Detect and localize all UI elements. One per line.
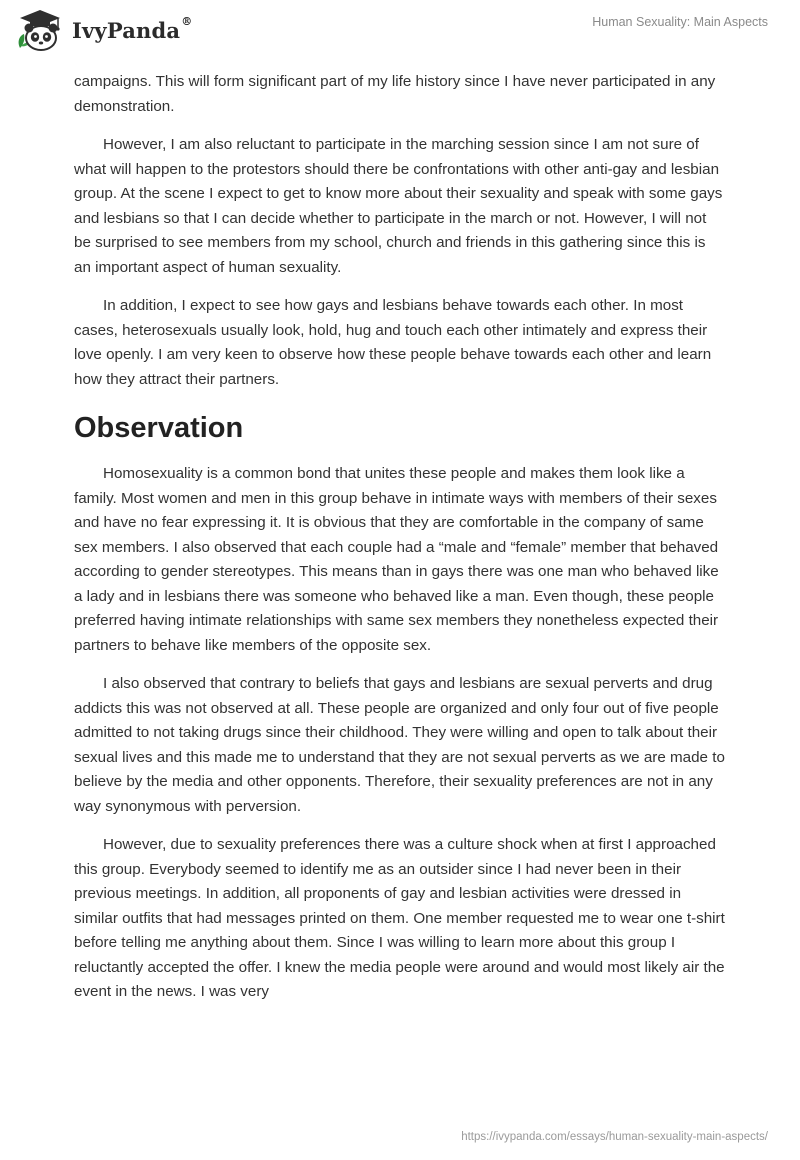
paragraph: However, due to sexuality preferences there was a culture shock when at first I approached this group. Everybody seemed to identify me as an outsider since I had never been in their previous meetings. In addition, all proponents of gay and lesbian activities were dressed in similar outfits that had messages printed on them. One member requested me to wear one t-shirt before telling me anything about them. Since I was willing to learn more about this group I reluctantly accepted the offer. I knew the media people were around and would most likely air the event in the news. I was very xyxy=(74,836,725,1000)
paragraph: In addition, I expect to see how gays and lesbians behave towards each other. In most cases, heterosexuals usually look, hold, hug and touch each other intimately and express their love openly. I am very keen to observe how these people behave towards each other and learn how they attract their partners. xyxy=(74,297,712,388)
logo-wordmark xyxy=(72,14,193,43)
paragraph: I also observed that contrary to beliefs that gays and lesbians are sexual perverts and drug addicts this was not observed at all. These people are organized and only four out of five people admitted to not taking drugs since their childhood. They were willing and open to talk about their sexual lives and this made me to understand that they are not sexual perverts as we are made to believe by the media and other opponents. Therefore, their sexuality preferences are not in any way synonymous with perversion. xyxy=(74,675,725,815)
ivypanda-logo[interactable] xyxy=(14,8,192,52)
source-url[interactable]: https://ivypanda.com/essays/human-sexuality-main-aspects/ xyxy=(461,1131,768,1143)
paragraph: Homosexuality is a common bond that unites these people and makes them look like a family. Most women and men in this group behave in intimate ways with members of their sexes and have no fear expressing it. It is obvious that they are comfortable in the company of same sex members. I also observed that each couple had a “male and “female” member that behaved according to gender stereotypes. This means than in gays there was one man who behaved like a lady and in lesbians there was someone who behaved like a man. Even though, these people preferred having intimate relationships with same sex members they nonetheless expected their partners to behave like members of the opposite sex. xyxy=(74,465,719,654)
logo-name: IvyPanda xyxy=(72,17,181,43)
document-title: Human Sexuality: Main Aspects xyxy=(592,15,768,29)
page-header xyxy=(0,0,800,60)
panda-graduate-icon xyxy=(14,8,66,52)
paragraph: campaigns. This will form significant part of my life history since I have never participated in any demonstration. xyxy=(74,73,716,115)
essay-body xyxy=(74,70,726,1019)
registered-mark: ® xyxy=(181,14,193,28)
paragraph: However, I am also reluctant to participate in the marching session since I am not sure of what will happen to the protestors should there be confrontations with other anti-gay and lesbian group. At the scene I expect to get to know more about their sexuality and speak with some gays and lesbians so that I can decide whether to participate in the march or not. However, I will not be surprised to see members from my school, church and friends in this gathering since this is an important aspect of human sexuality. xyxy=(74,136,723,276)
section-heading: Observation xyxy=(74,412,244,444)
